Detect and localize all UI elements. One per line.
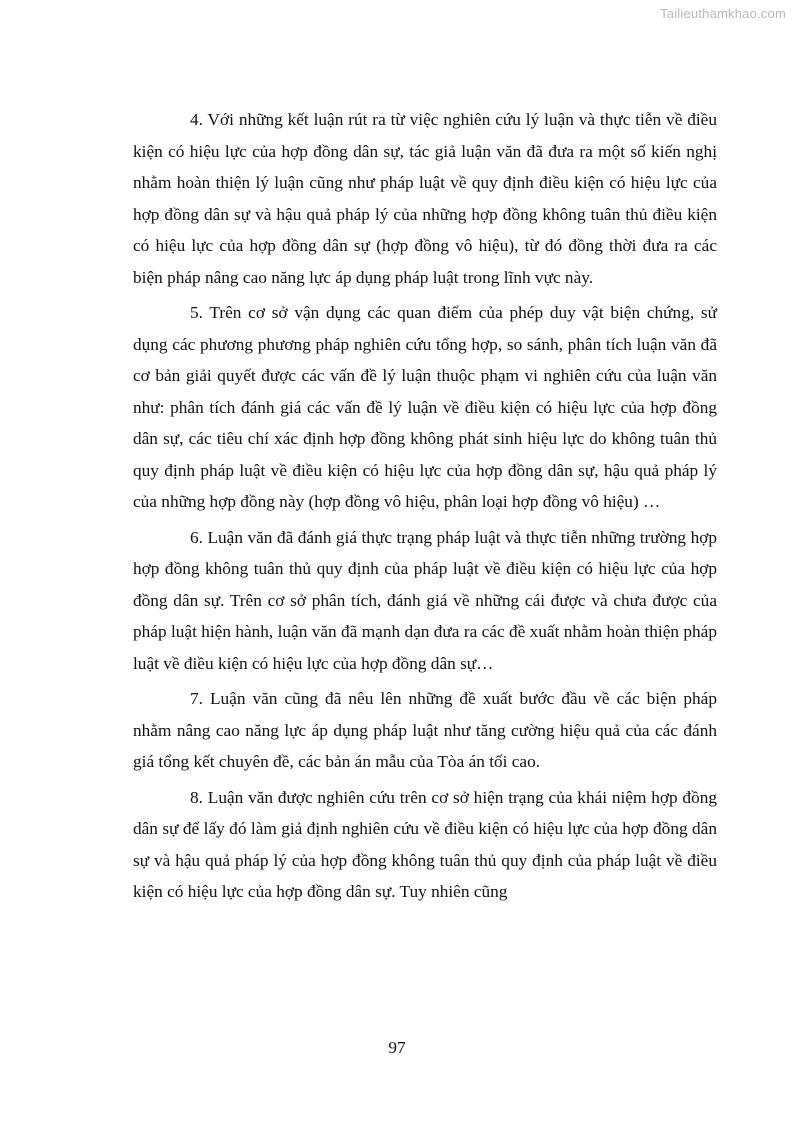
page-number: 97 — [388, 1038, 406, 1057]
watermark: Tailieuthamkhao.com — [660, 6, 786, 21]
paragraph-8: 8. Luận văn được nghiên cứu trên cơ sở hiện trạng của khái niệm hợp đồng dân sự để lấy đó làm giả định nghiên cứu về điều kiện có hiệu lực của hợp đồng dân sự và hậu quả pháp lý của hợp đồng không tuân thủ quy định của pháp luật về điều kiện có hiệu lực của hợp đồng dân sự. Tuy nhiên cũng — [133, 787, 717, 901]
paragraph-5: 5. Trên cơ sở vận dụng các quan điểm của phép duy vật biện chứng, sử dụng các phương phương pháp nghiên cứu tổng hợp, so sánh, phân tích luận văn đã cơ bản giải quyết được các vấn đề lý luận thuộc phạm vi nghiên cứu của luận văn như: phân tích đánh giá các vấn đề lý luận về điều kiện có hiệu lực của hợp đồng dân sự, các tiêu chí xác định hợp đồng không phát sinh hiệu lực do không tuân thủ quy định pháp luật về điều kiện có hiệu lực của hợp đồng dân sự, hậu quả pháp lý của những hợp đồng này (hợp đồng vô hiệu, phân loại hợp đồng vô hiệu) … — [133, 303, 717, 511]
paragraph-6: 6. Luận văn đã đánh giá thực trạng pháp luật và thực tiễn những trường hợp hợp đồng không tuân thủ quy định của pháp luật về điều kiện có hiệu lực của hợp đồng dân sự. Trên cơ sở phân tích, đánh giá về những cái được và chưa được của pháp luật hiện hành, luận văn đã mạnh dạn đưa ra các đề xuất nhằm hoàn thiện pháp luật về điều kiện có hiệu lực của hợp đồng dân sự… — [133, 527, 717, 673]
paragraph-7: 7. Luận văn cũng đã nêu lên những đề xuất bước đầu về các biện pháp nhằm nâng cao năng lực áp dụng pháp luật như tăng cường hiệu quả của các đánh giá tổng kết chuyên đề, các bản án mẫu của Tòa án tối cao. — [133, 689, 717, 771]
paragraph-4: 4. Với những kết luận rút ra từ việc nghiên cứu lý luận và thực tiễn về điều kiện có hiệu lực của hợp đồng dân sự, tác giả luận văn đã đưa ra một số kiến nghị nhằm hoàn thiện lý luận cũng như pháp luật về quy định điều kiện có hiệu lực của hợp đồng dân sự và hậu quả pháp lý của những hợp đồng không tuân thủ điều kiện có hiệu lực của hợp đồng dân sự (hợp đồng vô hiệu), từ đó đồng thời đưa ra các biện pháp nâng cao năng lực áp dụng pháp luật trong lĩnh vực này. — [133, 110, 717, 287]
page-body — [133, 104, 717, 912]
